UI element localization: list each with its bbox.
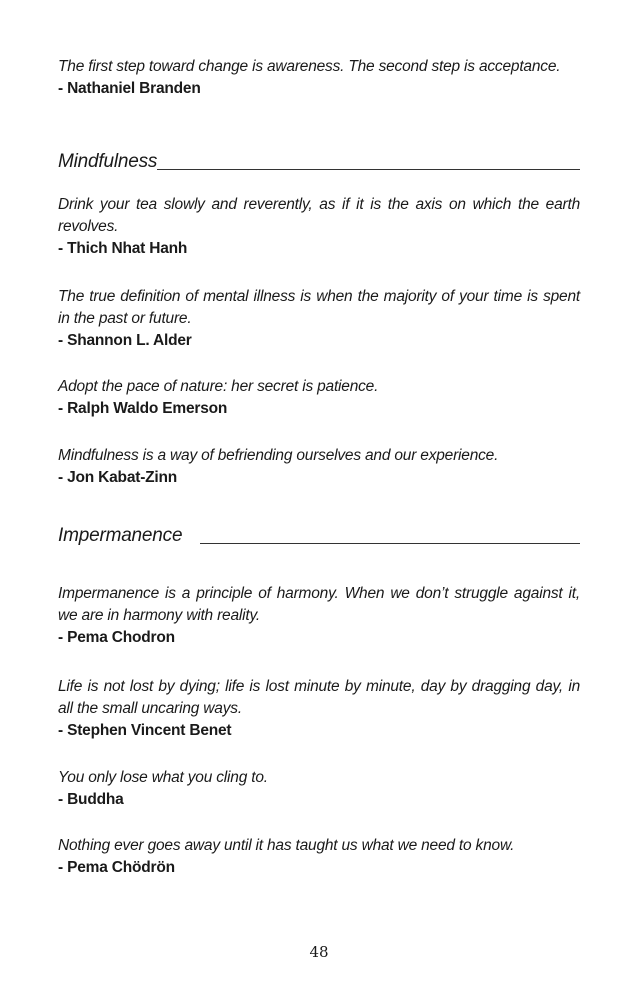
section-heading-mindfulness xyxy=(58,150,580,174)
quote-author: - Jon Kabat-Zinn xyxy=(58,469,178,486)
quote-block xyxy=(58,835,580,879)
quote-text: The first step toward change is awareness. The second step is acceptance. xyxy=(58,58,561,75)
quote-author: - Shannon L. Alder xyxy=(58,332,192,349)
quote-author: - Ralph Waldo Emerson xyxy=(58,400,228,417)
quote-block xyxy=(58,767,580,811)
quote-text: Adopt the pace of nature: her secret is patience. xyxy=(58,378,379,395)
quote-text: Nothing ever goes away until it has taught us what we need to know. xyxy=(58,837,515,854)
quote-block xyxy=(58,676,580,742)
section-title: Impermanence xyxy=(58,525,183,546)
quote-author: - Buddha xyxy=(58,791,124,808)
section-rule xyxy=(157,169,580,170)
section-rule xyxy=(200,543,580,544)
section-heading-impermanence xyxy=(58,524,580,548)
quote-author: - Pema Chödrön xyxy=(58,859,175,876)
quote-text: Life is not lost by dying; life is lost minute by minute, day by dragging day, in all the small uncaring ways. xyxy=(58,678,580,717)
quote-author: - Thich Nhat Hanh xyxy=(58,240,188,257)
quote-text: Drink your tea slowly and reverently, as if it is the axis on which the earth revolves. xyxy=(58,196,580,235)
quote-block xyxy=(58,286,580,352)
quote-block xyxy=(58,376,580,420)
quote-block xyxy=(58,194,580,260)
quote-author: - Nathaniel Branden xyxy=(58,80,201,97)
page-number: 48 xyxy=(309,943,329,961)
quote-author: - Stephen Vincent Benet xyxy=(58,722,232,739)
quote-text: You only lose what you cling to. xyxy=(58,769,268,786)
book-page xyxy=(58,0,580,986)
quote-block xyxy=(58,583,580,649)
quote-text: Mindfulness is a way of befriending ourselves and our experience. xyxy=(58,447,499,464)
quote-text: The true definition of mental illness is when the majority of your time is spent in the past or future. xyxy=(58,288,580,327)
intro-quote-block xyxy=(58,56,580,100)
quote-text: Impermanence is a principle of harmony. When we don’t struggle against it, we are in harmony with reality. xyxy=(58,585,580,624)
section-title: Mindfulness xyxy=(58,151,158,172)
quote-author: - Pema Chodron xyxy=(58,629,175,646)
quote-block xyxy=(58,445,580,489)
